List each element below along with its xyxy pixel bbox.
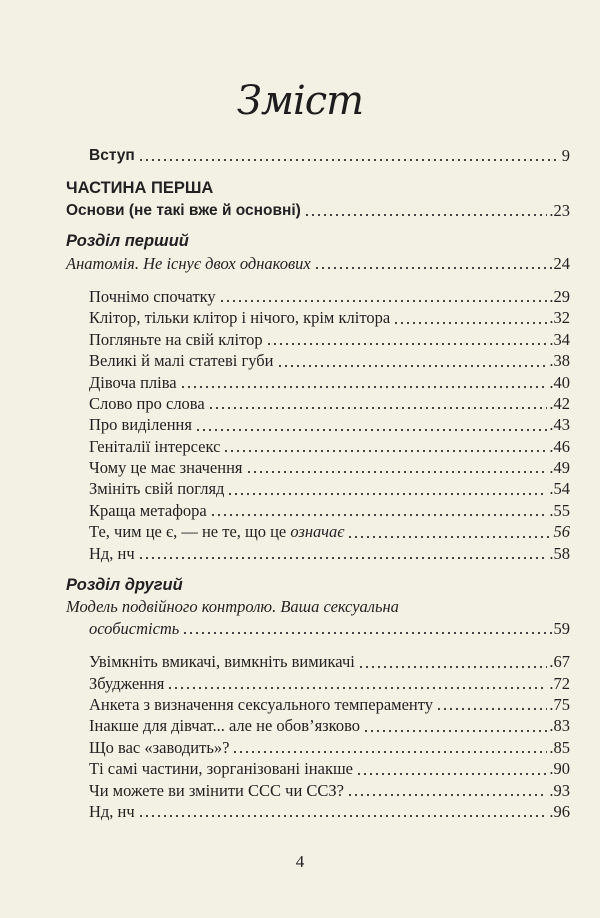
entry-label: Геніталії інтерсекс — [89, 436, 221, 456]
dot-leader — [363, 719, 547, 733]
entry-label: Основи (не такі вже й основні) — [66, 201, 301, 219]
chapter-heading: Розділ другий — [66, 576, 183, 595]
entry-page: .42 — [549, 393, 570, 413]
dot-leader — [180, 375, 548, 389]
entry-page: .38 — [549, 351, 570, 371]
entry-page: .40 — [549, 372, 570, 392]
dot-leader — [266, 332, 548, 346]
dot-leader — [436, 697, 547, 711]
dot-leader — [210, 503, 548, 517]
entry-page: .83 — [549, 716, 570, 736]
toc-entry — [66, 715, 570, 736]
dot-leader — [232, 740, 547, 754]
chapter-title — [66, 253, 570, 274]
toc-entry — [66, 758, 570, 779]
entry-page: .54 — [549, 479, 570, 499]
entry-label: Змініть свій погляд — [89, 479, 225, 499]
entry-label: Дівоча пліва — [89, 372, 177, 392]
toc-entry — [66, 350, 570, 371]
entry-label: Чи можете ви змінити ССС чи ССЗ? — [89, 780, 345, 800]
toc-entry — [66, 543, 570, 564]
entry-label: Увімкніть вмикачі, вимкніть вимикачі — [89, 652, 355, 672]
entry-page: .67 — [549, 652, 570, 672]
entry-label: Краща метафора — [89, 500, 207, 520]
dot-leader — [182, 621, 551, 635]
toc-entry — [66, 457, 570, 478]
toc-entry — [66, 393, 570, 414]
entry-page: 56 — [553, 522, 570, 542]
entry-label: Ті самі частини, зорганізовані інакше — [89, 759, 353, 779]
toc-entry — [66, 780, 570, 801]
entry-label: особистість — [89, 618, 180, 638]
entry-page: .96 — [549, 801, 570, 821]
entry-label: Анатомія. Не існує двох однакових — [66, 253, 311, 273]
toc-entry — [66, 372, 570, 393]
entry-page: .90 — [549, 759, 570, 779]
dot-leader — [277, 354, 548, 368]
toc-entry — [66, 478, 570, 499]
toc-entry — [66, 307, 570, 328]
entry-page: .58 — [549, 543, 570, 563]
toc-entry — [66, 286, 570, 307]
chapter-title — [66, 618, 570, 639]
toc-entry — [66, 737, 570, 758]
toc-entry — [66, 651, 570, 672]
toc-entry — [66, 521, 570, 542]
entry-page: .34 — [549, 329, 570, 349]
toc-entry-part — [66, 200, 570, 221]
toc-entry — [66, 694, 570, 715]
toc-entry — [66, 500, 570, 521]
entry-page: .93 — [549, 780, 570, 800]
entry-label-italic: означає — [290, 522, 345, 542]
dot-leader — [167, 676, 547, 690]
toc-entry — [66, 414, 570, 435]
entry-label: Збудження — [89, 673, 165, 693]
toc-entry — [66, 329, 570, 350]
dot-leader — [138, 804, 548, 818]
entry-page: 9 — [561, 145, 570, 165]
dot-leader — [304, 203, 548, 217]
table-of-contents — [66, 145, 570, 822]
dot-leader — [195, 418, 547, 432]
entry-page: .23 — [549, 200, 570, 220]
toc-entry — [66, 673, 570, 694]
entry-label: Слово про слова — [89, 393, 205, 413]
dot-leader — [223, 439, 547, 453]
page-title: Зміст — [236, 78, 364, 124]
dot-leader — [219, 289, 548, 303]
dot-leader — [246, 460, 548, 474]
entry-label: Вступ — [89, 146, 135, 164]
entry-label: Великі й малі статеві губи — [89, 351, 274, 371]
toc-entry — [66, 436, 570, 457]
dot-leader — [358, 655, 548, 669]
entry-label: Нд, нч — [89, 801, 135, 821]
entry-page: .43 — [549, 415, 570, 435]
dot-leader — [347, 783, 547, 797]
entry-page: .75 — [549, 694, 570, 714]
entry-page: 59 — [553, 618, 570, 638]
entry-label: Почнімо спочатку — [89, 286, 216, 306]
dot-leader — [227, 482, 547, 496]
entry-page: .49 — [549, 458, 570, 478]
entry-page: .72 — [549, 673, 570, 693]
chapter-title-line: Модель подвійного контролю. Ваша сексуальна — [66, 597, 399, 617]
dot-leader — [314, 256, 552, 270]
entry-label: Те, чим це є, — не те, що це означає — [89, 522, 345, 542]
entry-page: .29 — [549, 286, 570, 306]
entry-label: Погляньте на свій клітор — [89, 329, 263, 349]
toc-entry — [66, 801, 570, 822]
dot-leader — [138, 148, 560, 162]
entry-page: 24 — [553, 253, 570, 273]
entry-page: .46 — [549, 436, 570, 456]
dot-leader — [208, 396, 548, 410]
entry-label: Чому це має значення — [89, 458, 243, 478]
dot-leader — [356, 762, 547, 776]
entry-label: Про виділення — [89, 415, 192, 435]
part-heading: ЧАСТИНА ПЕРША — [66, 179, 214, 198]
entry-page: .55 — [549, 500, 570, 520]
entry-label: Нд, нч — [89, 543, 135, 563]
dot-leader — [138, 546, 548, 560]
entry-label: Клітор, тільки клітор і нічого, крім клітора — [89, 308, 391, 328]
page-number: 4 — [295, 852, 305, 871]
dot-leader — [393, 311, 547, 325]
toc-entry-intro — [66, 145, 570, 166]
entry-label: Що вас «заводить»? — [89, 737, 230, 757]
entry-label: Анкета з визначення сексуального темпераменту — [89, 694, 433, 714]
entry-page: .32 — [549, 308, 570, 328]
dot-leader — [347, 525, 551, 539]
entry-label: Інакше для дівчат... але не обов’язково — [89, 716, 361, 736]
entry-page: .85 — [549, 737, 570, 757]
chapter-heading: Розділ перший — [66, 232, 189, 251]
